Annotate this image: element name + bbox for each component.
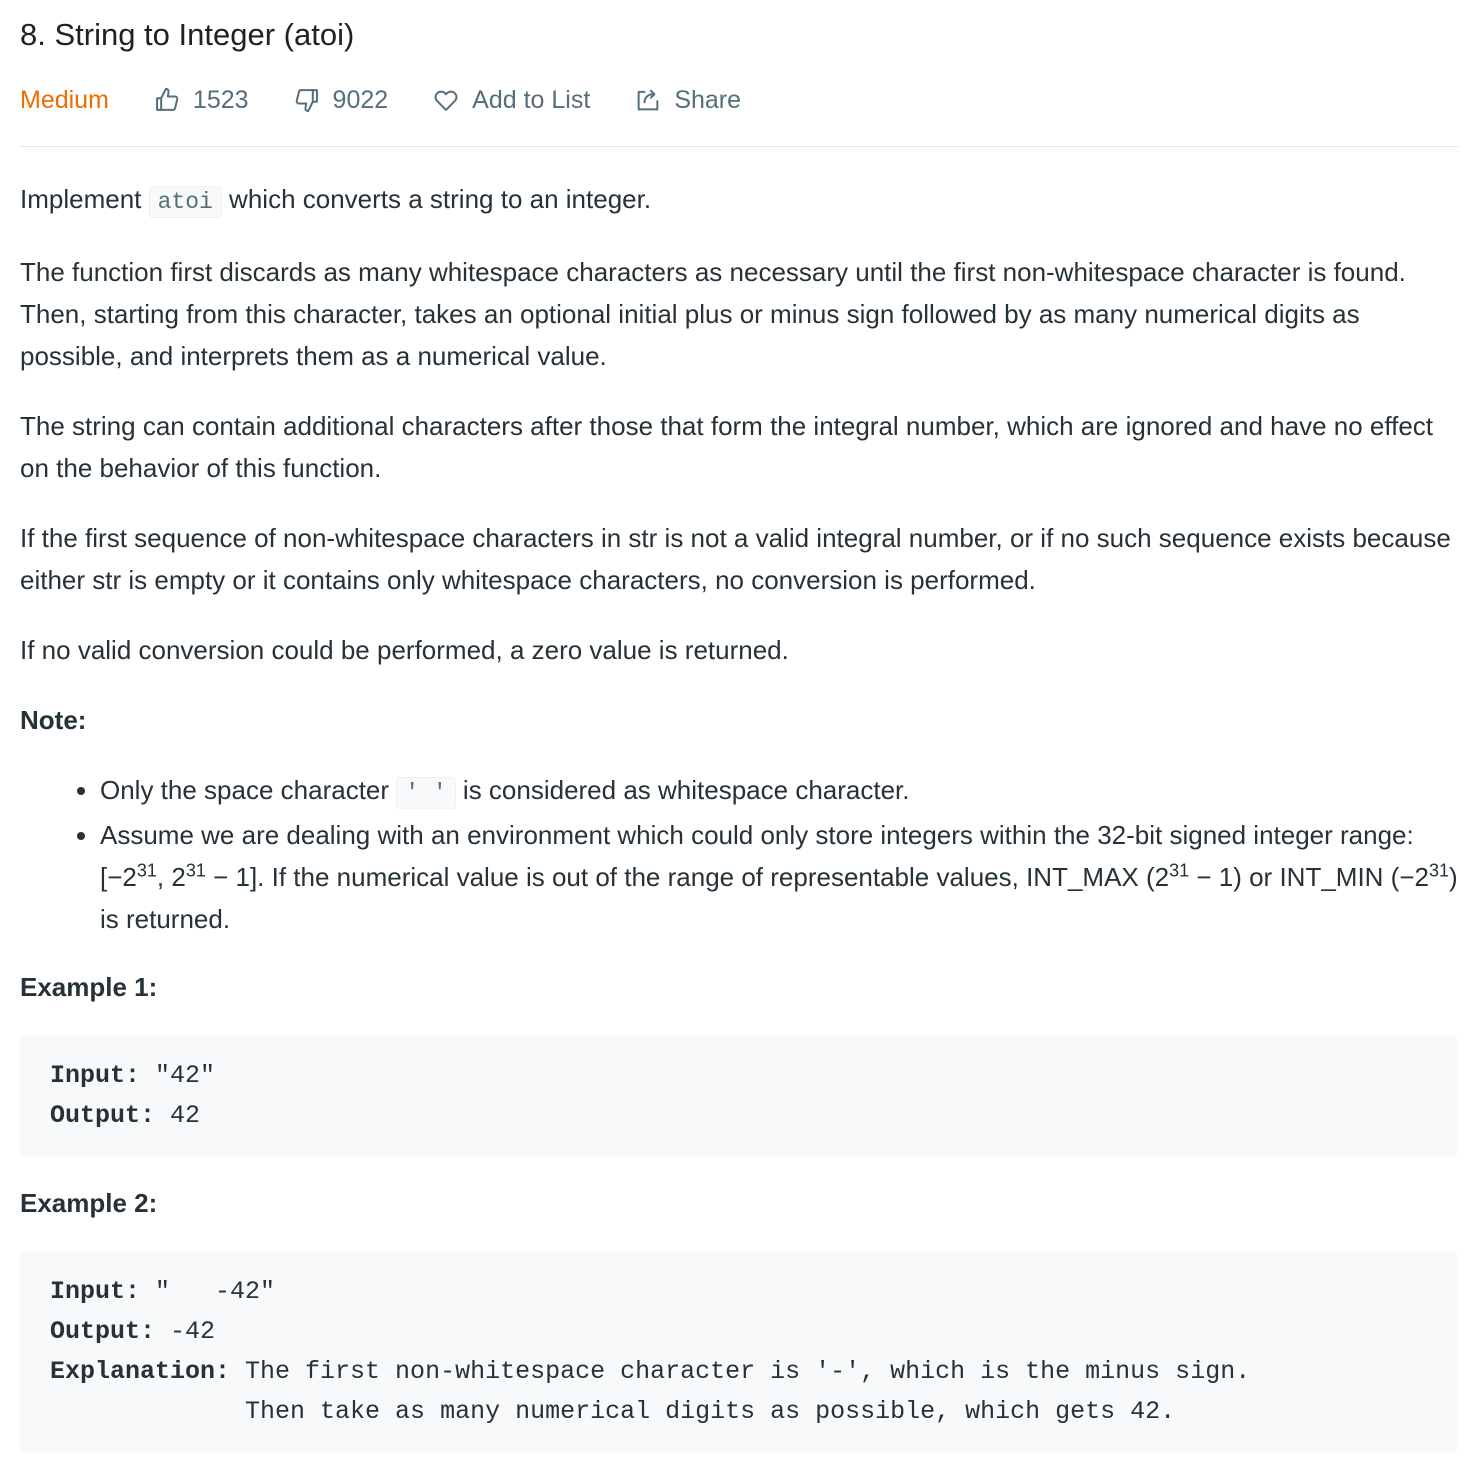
example-explanation-line: The first non-whitespace character is '-', which is the minus sign.: [230, 1357, 1251, 1386]
note-text: , 2: [156, 862, 186, 892]
note-text: ) is returned.: [100, 862, 1458, 934]
description-paragraph: If no valid conversion could be performed, a zero value is returned.: [20, 635, 789, 665]
thumbs-up-icon: [153, 86, 181, 114]
note-list: [20, 769, 1458, 940]
example-input-value: " -42": [140, 1277, 276, 1306]
list-item: [100, 814, 1458, 940]
description-text: which converts a string to an integer.: [221, 184, 652, 214]
example-input-label: Input:: [50, 1277, 141, 1306]
example-block: [20, 1252, 1458, 1452]
add-to-list-label: Add to List: [472, 85, 591, 114]
example-heading: Example 2:: [20, 1188, 158, 1218]
example-output-value: -42: [155, 1317, 216, 1346]
superscript: 31: [136, 860, 157, 881]
inline-code: atoi: [149, 186, 222, 218]
example-output-label: Output:: [50, 1101, 156, 1130]
description-paragraph: The function first discards as many whitespace characters as necessary until the first non-whitespace character is found. Then, starting from this character, takes an optional initial plus or minus sign followed by as many numerical digits as possible, and interprets them as a numerical value.: [20, 257, 1406, 371]
example-explanation-label: Explanation:: [50, 1357, 231, 1386]
add-to-list-button[interactable]: [432, 86, 590, 115]
problem-content: [20, 178, 1458, 1478]
note-text: is considered as whitespace character.: [455, 775, 910, 805]
dislike-count: 9022: [332, 85, 389, 114]
note-text: Only the space character: [100, 775, 397, 805]
difficulty-badge: Medium: [20, 85, 109, 114]
share-button[interactable]: [634, 86, 741, 115]
header-divider: [20, 146, 1458, 147]
problem-meta-bar: [20, 80, 785, 120]
share-icon: [634, 86, 662, 114]
share-label: Share: [674, 85, 742, 114]
superscript: 31: [185, 860, 206, 881]
description-text: Implement: [20, 184, 149, 214]
example-output-value: 42: [155, 1101, 201, 1130]
note-text: − 1]. If the numerical value is out of the range of representable values, INT_MAX (2: [205, 862, 1170, 892]
inline-code: ' ': [396, 777, 455, 809]
example-input-value: "42": [140, 1061, 216, 1090]
thumbs-down-icon: [293, 86, 321, 114]
example-output-label: Output:: [50, 1317, 156, 1346]
like-button[interactable]: [153, 86, 249, 115]
description-paragraph: [20, 178, 1458, 223]
example-block: [20, 1036, 1458, 1156]
note-text: − 1) or INT_MIN (−2: [1189, 862, 1429, 892]
dislike-button[interactable]: [293, 86, 389, 115]
superscript: 31: [1428, 860, 1449, 881]
note-text: Assume we are dealing with an environment which could only store integers within the 32-bit signed integer range: [−2: [100, 820, 1414, 892]
problem-title: 8. String to Integer (atoi): [20, 17, 355, 52]
superscript: 31: [1169, 860, 1190, 881]
description-paragraph: The string can contain additional characters after those that form the integral number, which are ignored and have no effect on the behavior of this function.: [20, 411, 1434, 483]
example-input-label: Input:: [50, 1061, 141, 1090]
heart-icon: [432, 86, 460, 114]
example-heading: Example 1:: [20, 972, 158, 1002]
like-count: 1523: [192, 85, 249, 114]
description-paragraph: If the first sequence of non-whitespace characters in str is not a valid integral number, or if no such sequence exists because either str is empty or it contains only whitespace characters, no conversion is performed.: [20, 523, 1451, 595]
list-item: [100, 769, 1458, 814]
example-explanation-line: Then take as many numerical digits as possible, which gets 42.: [50, 1397, 1176, 1426]
note-heading: Note:: [20, 705, 87, 735]
